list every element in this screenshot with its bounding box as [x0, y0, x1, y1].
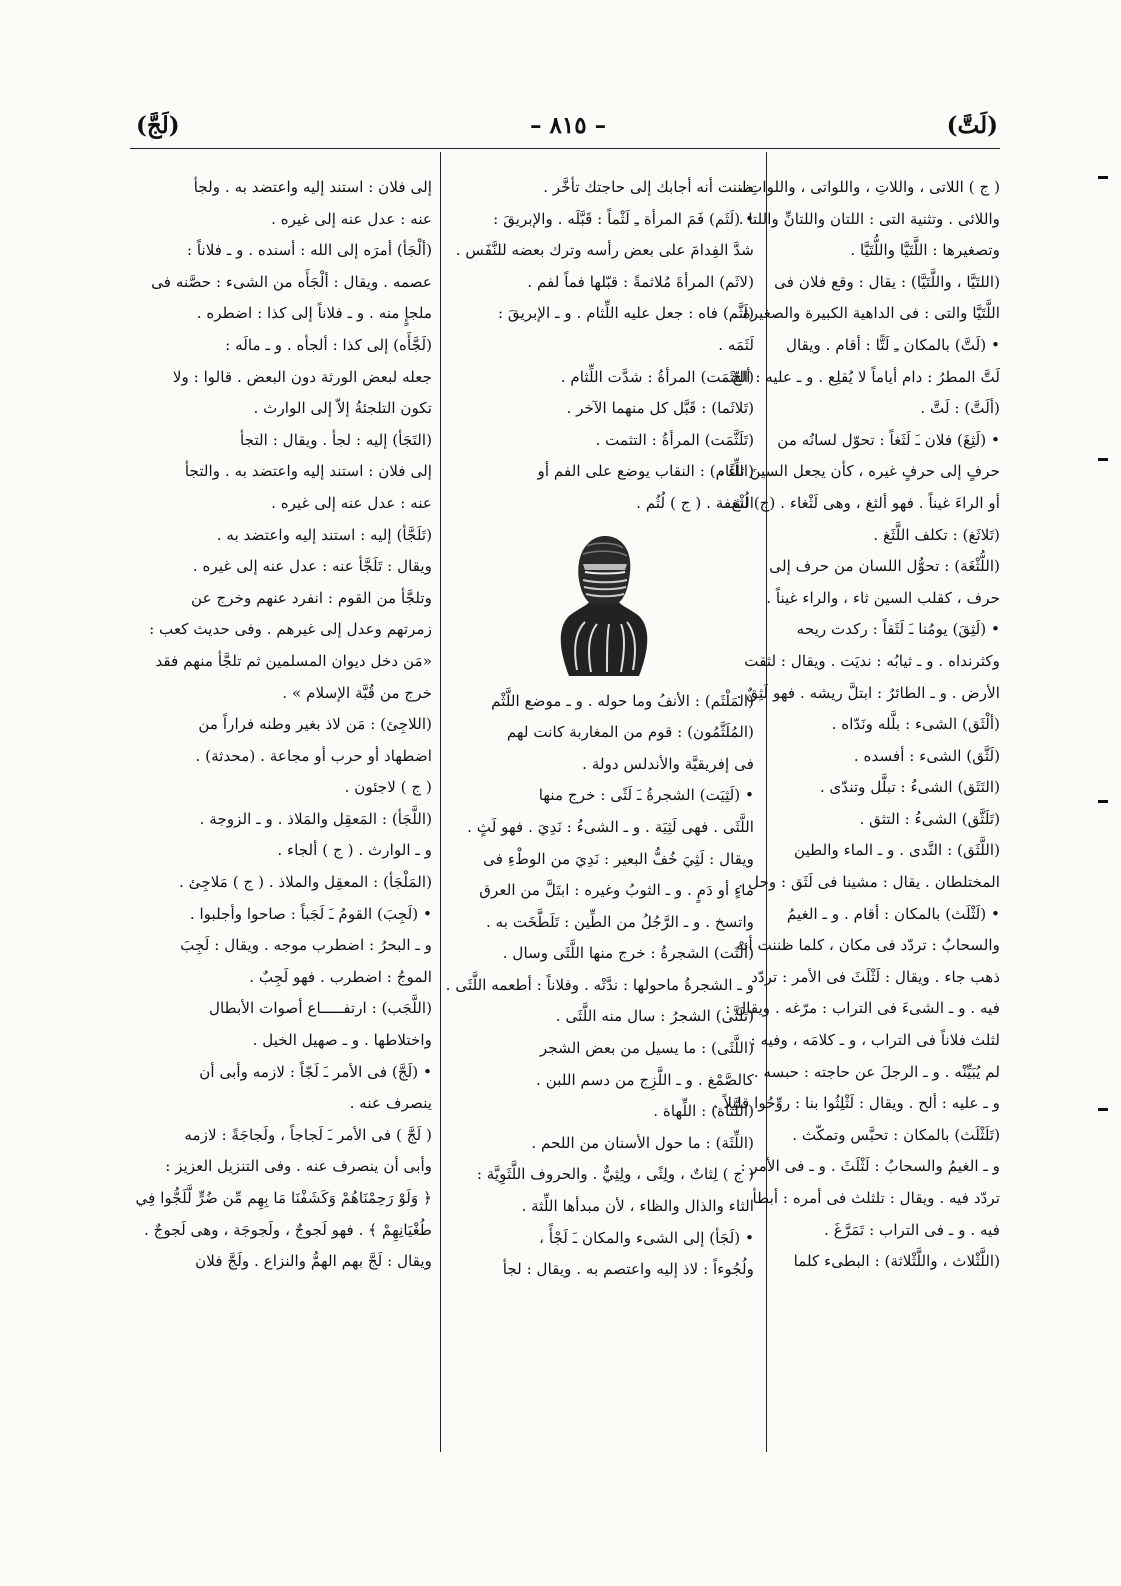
entry-line: (اللَّثْلاث ، واللَّثْلاثة) : البطىء كلما	[793, 1252, 1000, 1271]
entry-line: واللائى . وتثنية التى : اللتان واللتانِّ واللتا .	[738, 209, 1000, 228]
entry-line: طُغْيَانِهِمْ ﴾ . فهو لَجوجٌ ، ولَجوجَة ، وهى لَجوجٌ .	[143, 1220, 432, 1239]
entry-line: (تَلَثْلَث) بالمكان : تحبَّس وتمكّث .	[792, 1125, 1000, 1144]
entry-line: عنه : عدل عنه إلى غيره .	[271, 493, 432, 512]
entry-line: ماءٍ أو دَمٍ . و ـ الثوبُ وغيره : ابتَلَّ من العرق	[479, 881, 754, 900]
entry-line: • (لَثِيَت) الشجرةُ ـَ لَثًى : خرج منها	[538, 786, 754, 805]
veiled-person-illustration	[529, 530, 679, 678]
entry-line: ملجإٍ منه . و ـ فلاناً إلى كذا : اضطره .	[196, 304, 432, 323]
entry-line: «مَن دخل ديوان المسلمين ثم تلجَّأ منهم فقد	[155, 651, 432, 670]
entry-line: (التَثَق) الشىءُ : تبلَّل وتندّى .	[819, 778, 1000, 797]
entry-line: (لَجَّأَه) إلى كذا : ألجأه . و ـ مالَه :	[225, 335, 432, 354]
entry-line: (التَجَأ) إليه : لجأ . ويقال : التجأ	[240, 430, 432, 449]
entry-line: (اللَّثَى) : ما يسيل من بعض الشجر	[539, 1039, 754, 1058]
entry-line: (تَلَثَّق) الشىءُ : التثق .	[859, 809, 1000, 828]
entry-line: ظننت أنه أجابك إلى حاجتك تأخَّر .	[543, 178, 754, 196]
entry-line: (ألَتَّ) : لَتَّ .	[920, 399, 1000, 418]
entry-line: (اللَّجَأ) : المَعقِل والمَلاذ . و ـ الزوجة .	[199, 809, 432, 828]
entry-line: (اللِّثَة) : ما حول الأسنان من اللحم .	[531, 1133, 754, 1152]
entry-line: لَتَّ المطرُ : دام أياماً لا يُقلِع . و ـ عليه : ألحّ .	[722, 367, 1000, 386]
entry-line: الأرض . و ـ الطائرُ : ابتلَّ ريشه . فهو لَثِقٌ .	[736, 683, 1000, 702]
margin-mark	[1098, 800, 1108, 803]
entry-line: عنه : عدل عنه إلى غيره .	[271, 209, 432, 228]
entry-line: حرف ، كقلب السين ثاء ، والراء غيناً .	[766, 588, 1000, 607]
entry-line: لَثَمَه .	[718, 335, 754, 354]
margin-mark	[1098, 176, 1108, 179]
entry-line: (اللَّثاة) : اللِّهاة .	[653, 1102, 754, 1121]
entry-line: عصمه . ويقال : ألْجَأَه من الشىء : حصَّنه فى	[151, 272, 432, 291]
margin-mark	[1098, 1108, 1108, 1111]
entry-line: إلى فلان : استند إليه واعتضد به . والتجأ	[184, 462, 432, 481]
entry-line: • (لَثِغَ) فلان ـَ لَثَغاً : تحوّل لسانُه من	[777, 430, 1000, 449]
page-header	[130, 110, 998, 146]
entry-line: (المَلْثَم) : الأنفُ وما حوله . و ـ موضع اللَّثْم	[491, 691, 754, 710]
entry-line: و ـ عليه : ألح . ويقال : لَثْلِثُوا بنا : روِّحُوا قليلاً .	[713, 1094, 1000, 1113]
entry-line: إلى فلان : استند إليه واعتضد به . ولجأ	[193, 178, 432, 196]
entry-line: (ألْجَأ) أمرَه إلى الله : أسنده . و ـ فلاناً :	[186, 241, 432, 260]
entry-line: (اللَّجَب) : ارتفـــــاع أصوات الأبطال	[209, 999, 432, 1018]
entry-line: الموجُ : اضطرب . فهو لَجِبٌ .	[249, 967, 432, 986]
entry-line: • (لَجَّ) فى الأمر ـَ لَجّاً : لازمه وأبى أن	[199, 1062, 432, 1081]
entry-line: فيه . و ـ الشىءَ فى التراب : مرّغه . ويقال :	[725, 999, 1000, 1018]
entry-line: وتلجَّأ من القوم : انفرد عنهم وخرج عن	[191, 588, 432, 607]
entry-line: ينصرف عنه .	[349, 1094, 432, 1113]
entry-line: تردّد فيه . ويقال : تلثلث فى أمره : أبطأ	[752, 1189, 1000, 1207]
entry-line: (اللَّثَق) : النَّدى . و ـ الماء والطين	[794, 841, 1000, 860]
entry-line: ﴿ وَلَوْ رَحِمْنَاهُمْ وَكَشَفْنَا مَا بِهِم مِّن ضُرٍّ لَّلَجُّوا فِي	[135, 1189, 432, 1207]
entry-line: • (لَثِقَ) يومُنا ـَ لَثَقاً : ركدت ريحه	[796, 620, 1000, 639]
entry-line: المختلطان . يقال : مشينا فى لَثَق : وحل .	[738, 873, 1000, 892]
entry-line: اللَّثَى . فهى لَثِيَة . و ـ الشىءُ : نَدِيَ . فهو لَثٍ .	[467, 817, 754, 836]
entry-line: الشفة . ( ج ) لُثُم .	[636, 493, 754, 512]
entry-line: • (لَجَأ) إلى الشىء والمكان ـَ لَجْأً ،	[539, 1228, 754, 1247]
entry-line: واختلاطها . و ـ صهيل الخيل .	[252, 1031, 432, 1050]
entry-line: أو الراءَ غيناً . فهو ألثغ ، وهى لَثْغاء . (ج) لُثْغ .	[721, 493, 1000, 512]
entry-line: وأبى أن ينصرف عنه . وفى التنزيل العزيز :	[165, 1157, 432, 1176]
entry-line: ويقال : لَثِيَ خُفُّ البعير : نَدِيَ من الوطْءِ فى	[483, 849, 754, 868]
entry-line: واتسخ . و ـ الرَّجُلُ من الطِّين : تَلَطَّخَت به .	[485, 912, 754, 931]
entry-line: (المُلَثَّمُون) : قوم من المغاربة كانت لهم	[506, 723, 754, 742]
header-rule	[130, 148, 1000, 149]
column-middle-bottom	[445, 686, 754, 1286]
entry-line: (اللتَيَّا ، واللَّتَيَّا) : يقال : وقع فلان فى	[774, 272, 1000, 291]
entry-line: فى إفريقيَّة والأندلس دولة .	[582, 754, 754, 773]
header-right-word: (لَتَّ)	[946, 112, 998, 139]
entry-line: (التَثَمَت) المرأةُ : شدَّت اللِّثام .	[560, 367, 754, 386]
entry-line: و ـ الغيمُ والسحابُ : لَثْلَثَ . و ـ فى الأمر :	[740, 1157, 1000, 1176]
entry-line: (تَلاثَما) : قَبَّل كل منهما الآخر .	[566, 399, 754, 418]
entry-line: ويقال : لَجَّ بهم الهمُّ والنزاع . ولَجَّ فلان	[195, 1252, 432, 1271]
column-left	[132, 172, 432, 1278]
column-middle-top	[454, 172, 754, 520]
entry-line: والسحابُ : تردّد فى مكان ، كلما ظننت أنه	[736, 936, 1000, 955]
entry-line: • (لَتَّ) بالمكان ـِ لَتًّا : أقام . ويقال	[785, 335, 1000, 354]
entry-line: جعله لبعض الورثة دون البعض . قالوا : ولا	[172, 367, 432, 386]
header-left-word: (لَجَّ)	[136, 112, 180, 139]
entry-line: (لاثَم) المرأةَ مُلاثمةً : قبّلها فماً لفم .	[527, 272, 754, 291]
column-middle	[445, 172, 754, 1286]
entry-line: (اللُّثْغَة) : تحوُّل اللسان من حرف إلى	[769, 557, 1000, 576]
entry-line: (لَثَّق) الشىء : أفسده .	[853, 746, 1000, 765]
entry-line: الثاء والذال والظاء ، لأن مبدأها اللِّثة .	[521, 1197, 754, 1216]
column-divider-right	[766, 152, 767, 1452]
entry-line: (ألْثَت) الشجرةُ : خرج منها اللَّثَى وسال .	[502, 944, 754, 963]
entry-line: تكون التلجئةُ إلاّ إلى الوارث .	[253, 399, 432, 418]
entry-line: ( ج ) اللاتى ، واللاتِ ، واللواتى ، واللواتِ ،	[738, 178, 1000, 196]
entry-line: (لَثَّم) فاه : جعل عليه اللِّثام . و ـ الإبريقَ :	[497, 304, 754, 323]
entry-line: (تَلاثَغ) : تكلف اللَّثَغ .	[873, 525, 1000, 544]
entry-line: (المَلْجَأ) : المعقِل والملاذ . ( ج ) مَلاجِئ .	[179, 873, 432, 892]
entry-line: (تَلَجَّأ) إليه : استند إليه واعتضد به .	[216, 525, 432, 544]
entry-line: (ألْثَق) الشىء : بلَّله ونَدّاه .	[831, 715, 1000, 734]
entry-line: و ـ الوارث . ( ج ) ألجاء .	[277, 841, 432, 860]
entry-line: لثلث فلاناً فى التراب ، و ـ كلامَه ، وفيه :	[750, 1031, 1000, 1050]
entry-line: كالصَّمْغ . و ـ اللَّزِج من دسم اللبن .	[536, 1070, 754, 1089]
entry-line: فيه . و ـ فى التراب : تَمَرَّغَ .	[824, 1220, 1000, 1239]
entry-line: حرفٍ إلى حرفٍ غيره ، كأن يجعل السينَ ثاءً ،	[718, 462, 1000, 481]
entry-line: شدَّ الفِدامَ على بعض رأسه وترك بعضه للنَّفَس .	[455, 241, 754, 260]
entry-line: ( ج ) لاجئون .	[344, 778, 432, 797]
column-divider-left	[440, 152, 441, 1452]
entry-line: ( ج ) لِثاتٌ ، ولِثًى ، ولِثِيٌّ . والحروف اللَّثَوِيَّة :	[476, 1165, 754, 1184]
entry-line: زمرتهم وعدل إلى غيرهم . وفى حديث كعب :	[149, 620, 432, 639]
entry-line: (اللِّثام) : النقاب يوضع على الفم أو	[537, 462, 754, 481]
entry-line: اضطهاد أو حرب أو مجاعة . (محدثة) .	[195, 746, 432, 765]
entry-line: خرج من قُبَّة الإسلام » .	[282, 683, 432, 702]
entry-line: ويقال : تَلَجَّأ عنه : عدل عنه إلى غيره .	[192, 557, 432, 576]
entry-line: ذهب جاء . ويقال : لَثْلَثَ فى الأمر : تردّد	[751, 967, 1000, 986]
entry-line: لم يُبَيِّنْه . و ـ الرجلَ عن حاجته : حبسه .	[753, 1062, 1000, 1081]
margin-mark	[1098, 458, 1108, 461]
entry-line: (تَلَثَّى) الشجرُ : سال منه اللَّثَى .	[555, 1007, 754, 1026]
entry-line: و ـ الشجرةُ ماحولها : ندَّتْه . وفلاناً : أطعمه اللَّثَى .	[445, 975, 754, 994]
entry-line: • (لَثَم) فَمَ المرأة ـِ لَثْماً : قَبَّلَه . والإبريقَ :	[493, 209, 754, 228]
entry-line: و ـ البحرُ : اضطرب موجه . ويقال : لَجِبَ	[180, 936, 432, 955]
entry-line: (تَلَثَّمَت) المرأةُ : التثمت .	[595, 430, 754, 449]
entry-line: • (لَثْلَث) بالمكان : أقام . و ـ الغيمُ	[786, 904, 1000, 923]
entry-line: • (لَجِبَ) القومُ ـَ لَجَباً : صاحوا وأجلبوا .	[189, 904, 432, 923]
entry-line: ولُجُوءاً : لاذ إليه واعتصم به . ويقال : لجأ	[502, 1260, 754, 1279]
entry-line: وكثرنداه . و ـ ثيابُه : نديَت . ويقال : لثقت	[744, 651, 1000, 670]
entry-line: ( لَجَّ ) فى الأمر ـَ لَجاجاً ، ولَجاجَةً : لازمه	[184, 1125, 432, 1144]
entry-line: اللَّتَيَّا والتى : فى الداهية الكبيرة والصغيرة .	[733, 304, 1000, 323]
entry-line: وتصغيرها : اللَّتَيَّا واللُّتَيَّا .	[850, 241, 1000, 260]
page-number: – ٨١٥ –	[530, 112, 607, 139]
entry-line: (اللاجِئ) : مَن لاذ بغير وطنه فراراً من	[198, 715, 432, 734]
